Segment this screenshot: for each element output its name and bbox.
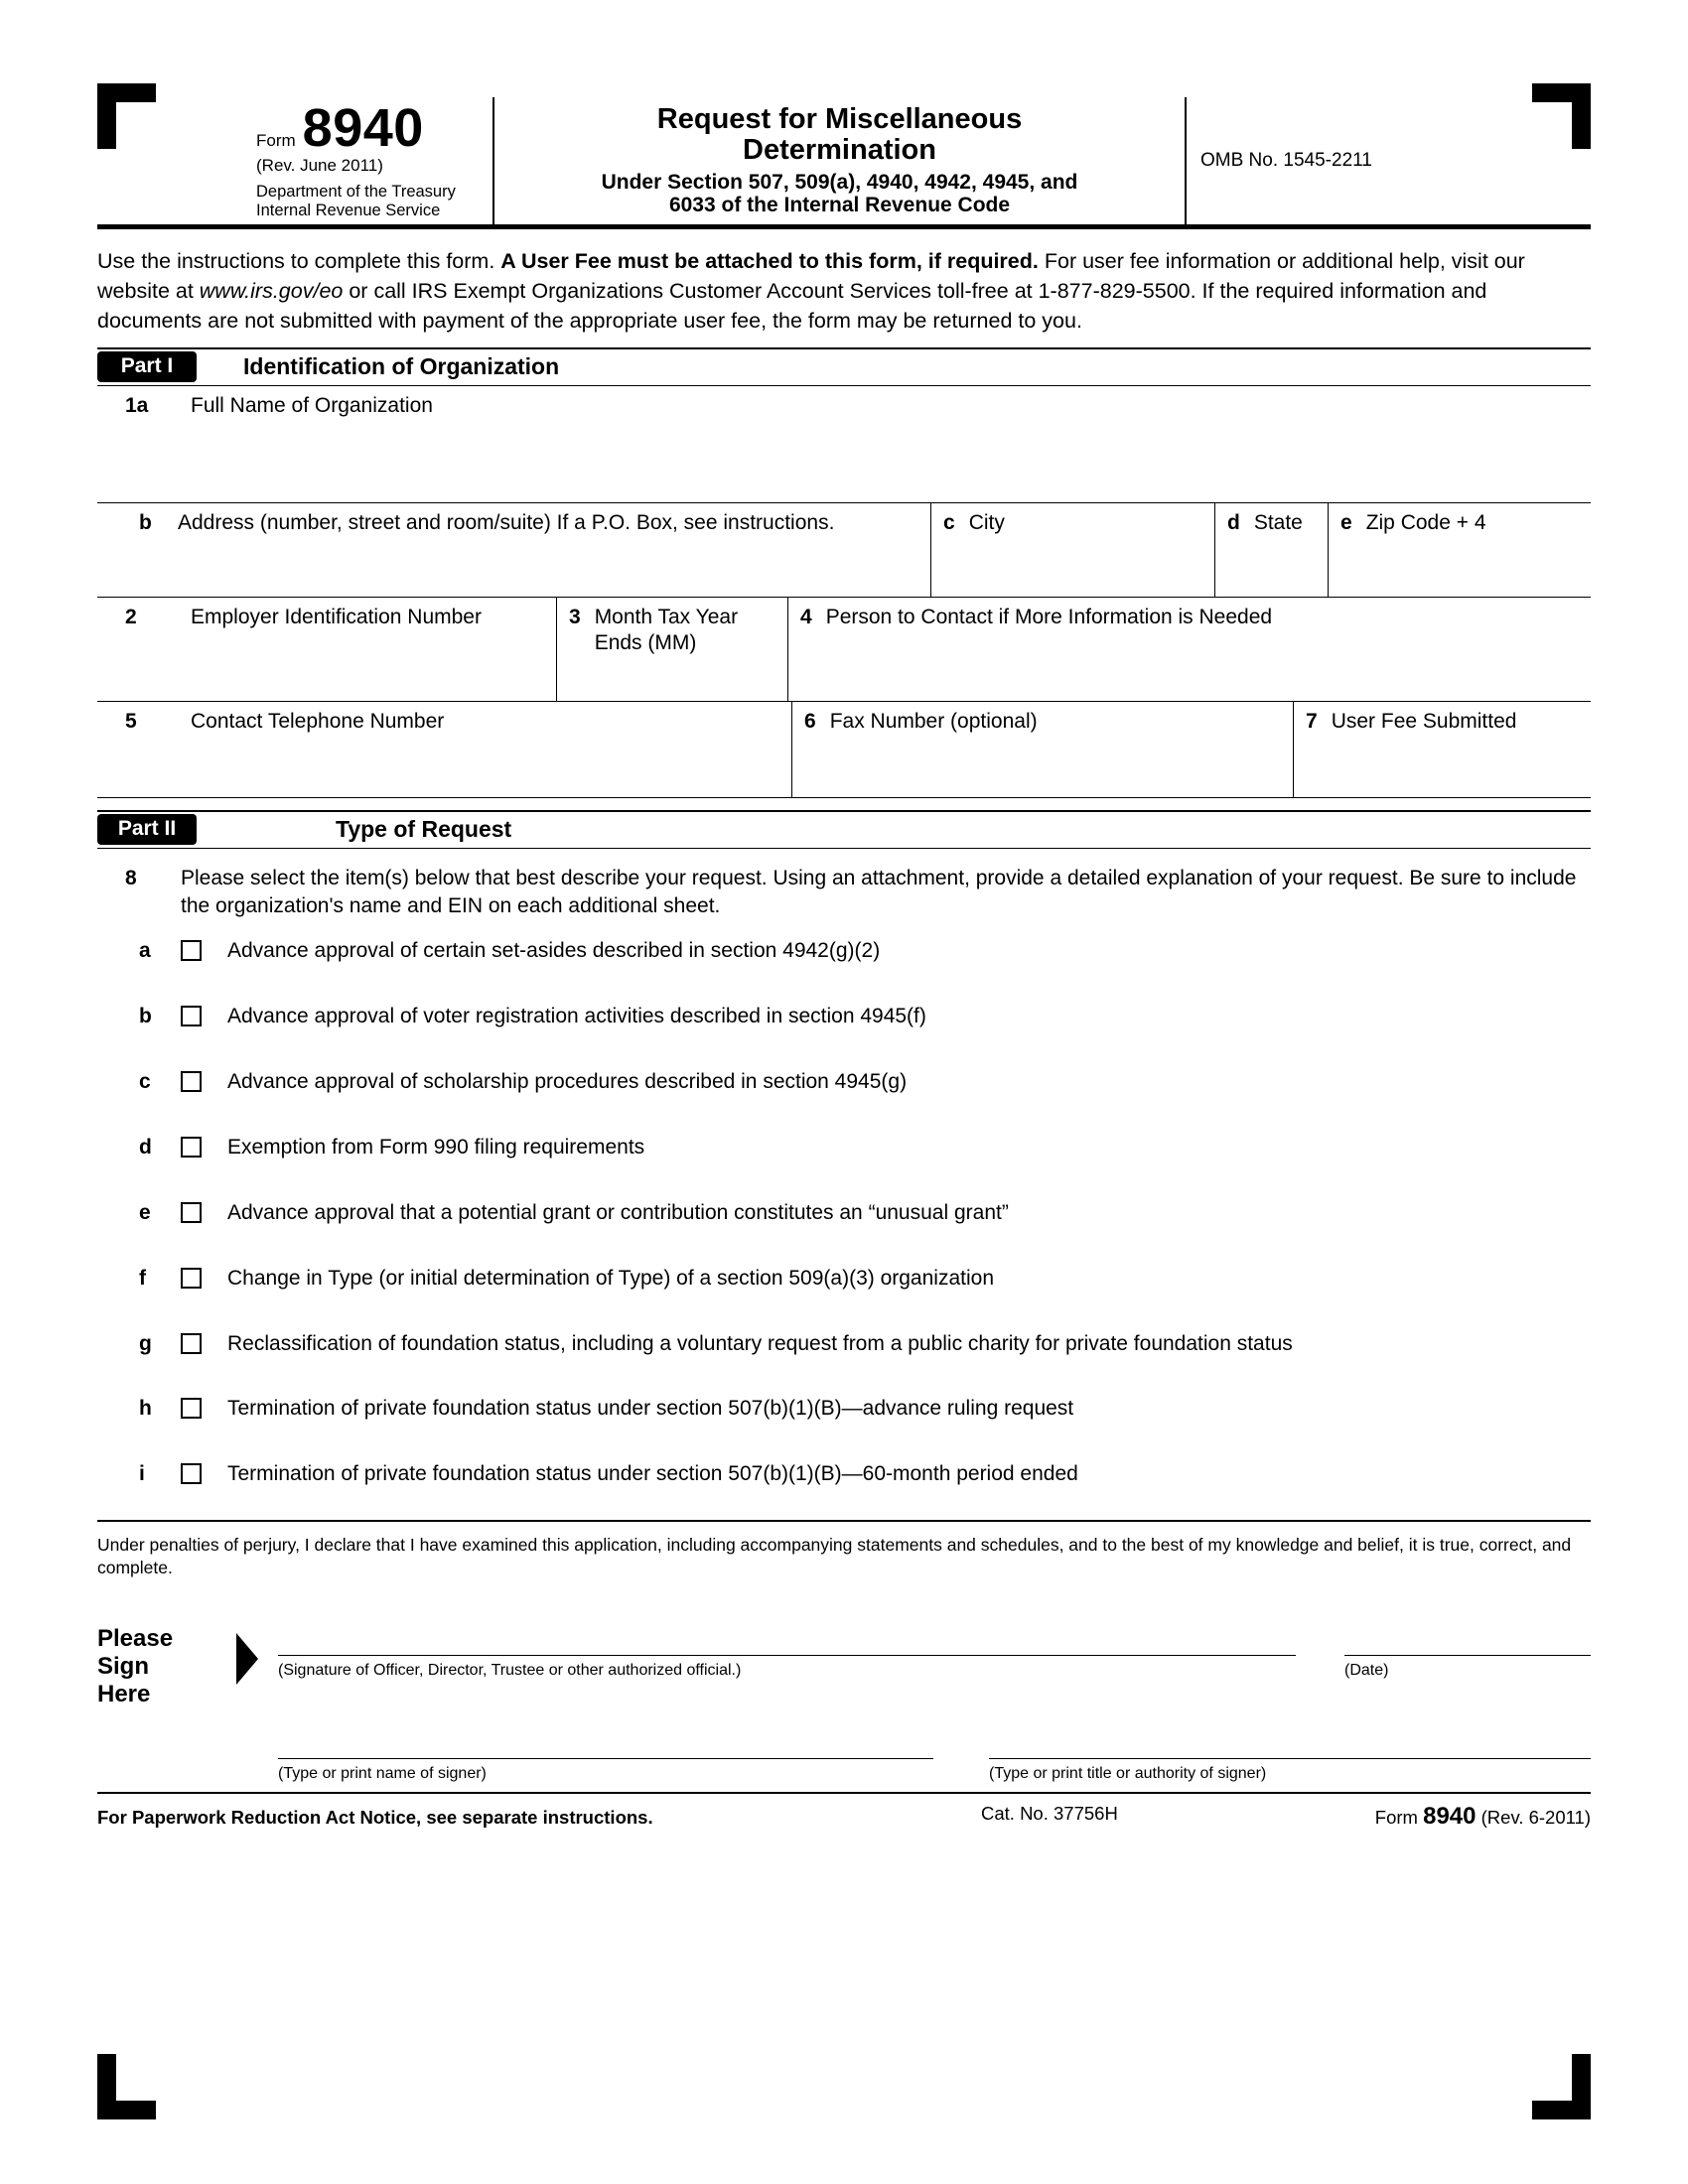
part2-title: Type of Request	[336, 816, 512, 843]
field-number: c	[943, 511, 955, 535]
footer-form-id: Form 8940 (Rev. 6-2011)	[1374, 1803, 1591, 1831]
field-label: Full Name of Organization	[191, 394, 433, 418]
field-ein	[97, 598, 556, 701]
option-letter: a	[139, 939, 151, 963]
irs-website-text: www.irs.gov/eo	[199, 279, 344, 304]
checkbox-option-g[interactable]	[181, 1333, 202, 1354]
please-sign-here-label: Please Sign Here	[97, 1625, 278, 1784]
signer-title-field	[989, 1758, 1591, 1784]
part1-header	[97, 347, 1591, 386]
item8-text: Please select the item(s) below that best describe your request. Using an attachment, provide a detailed explanation of your request. Be sure to include the organization's name and EIN on each additional sheet.	[181, 867, 1577, 918]
field-number: 7	[1306, 710, 1318, 734]
input-fax[interactable]	[804, 735, 1285, 798]
option-label: Change in Type (or initial determination of Type) of a section 509(a)(3) organization	[227, 1266, 994, 1290]
form-title-block	[494, 97, 1187, 224]
option-label: Advance approval of voter registration activities described in section 4945(f)	[227, 1005, 926, 1028]
form-revision: (Rev. June 2011)	[256, 155, 383, 175]
field-number: d	[1227, 511, 1240, 535]
checkbox-option-f[interactable]	[181, 1268, 202, 1289]
form-subtitle: Under Section 507, 509(a), 4940, 4942, 4945, and 6033 of the Internal Revenue Code	[601, 171, 1078, 217]
field-zip	[1328, 503, 1591, 597]
field-label: Employer Identification Number	[191, 606, 482, 629]
option-letter: h	[139, 1397, 152, 1421]
field-user-fee	[1293, 702, 1591, 797]
paperwork-notice: For Paperwork Reduction Act Notice, see separate instructions.	[97, 1807, 653, 1829]
field-number: 5	[125, 710, 137, 734]
input-zip[interactable]	[1340, 536, 1583, 598]
signature-field	[278, 1625, 1296, 1681]
form-word: Form	[256, 131, 296, 150]
option-row-h	[97, 1396, 1591, 1423]
option-letter: i	[139, 1462, 145, 1486]
sign-here-arrow-icon	[236, 1633, 258, 1685]
field-contact-person	[787, 598, 1591, 701]
field-number: b	[139, 511, 152, 535]
checkbox-option-a[interactable]	[181, 940, 202, 961]
option-row-i	[97, 1461, 1591, 1488]
field-label: Contact Telephone Number	[191, 710, 445, 734]
option-label: Reclassification of foundation status, including a voluntary request from a public charity for private foundation status	[227, 1331, 1293, 1355]
signature-section	[97, 1625, 1591, 1784]
field-number: 6	[804, 710, 816, 734]
field-number: 2	[125, 606, 137, 629]
part1-title: Identification of Organization	[243, 353, 560, 380]
option-row-e	[97, 1200, 1591, 1227]
field-label: Address (number, street and room/suite) If a P.O. Box, see instructions.	[178, 511, 835, 535]
option-label: Termination of private foundation status under section 507(b)(1)(B)—advance ruling request	[227, 1397, 1074, 1421]
checkbox-option-e[interactable]	[181, 1202, 202, 1223]
omb-number: OMB No. 1545-2211	[1200, 150, 1372, 172]
general-instructions: Use the instructions to complete this form. A User Fee must be attached to this form, if required. For user fee information or additional help, visit our website at www.irs.gov/eo or call IRS Exempt Organizations Customer Account Services toll-free at 1-877-829-5500. If the required information and documents are not submitted with payment of the appropriate user fee, the form may be returned to you.	[97, 249, 1525, 333]
option-row-a	[97, 938, 1591, 965]
agency-line-2: Internal Revenue Service	[256, 201, 441, 219]
field-label: Zip Code + 4	[1365, 511, 1486, 535]
table-row	[97, 702, 1591, 798]
footer-form-number: 8940	[1423, 1803, 1477, 1831]
field-tax-year-month	[556, 598, 787, 701]
signature-caption: (Signature of Officer, Director, Trustee or other authorized official.)	[278, 1662, 742, 1680]
table-row	[97, 598, 1591, 702]
input-city[interactable]	[943, 536, 1206, 598]
option-letter: d	[139, 1135, 152, 1159]
field-telephone	[97, 702, 791, 797]
input-contact-person[interactable]	[800, 630, 1583, 702]
item8-number: 8	[125, 867, 137, 890]
date-field	[1344, 1625, 1591, 1681]
signer-name-caption: (Type or print name of signer)	[278, 1765, 487, 1783]
form-number-block	[97, 97, 494, 224]
option-letter: f	[139, 1266, 146, 1290]
table-row	[97, 503, 1591, 598]
option-row-g	[97, 1331, 1591, 1358]
field-number: 1a	[125, 394, 149, 418]
input-telephone[interactable]	[125, 735, 783, 798]
input-address[interactable]	[139, 536, 922, 598]
input-state[interactable]	[1227, 536, 1320, 598]
option-letter: e	[139, 1200, 151, 1224]
option-row-d	[97, 1135, 1591, 1161]
form-title: Request for Miscellaneous Determination	[656, 103, 1023, 167]
field-number: 3	[569, 606, 581, 629]
part1-table	[97, 386, 1591, 798]
registration-mark-bottom-right-icon	[1532, 2054, 1591, 2119]
part2-tag: Part II	[97, 814, 197, 845]
field-label: Month Tax Year Ends (MM)	[594, 606, 739, 654]
checkbox-option-b[interactable]	[181, 1006, 202, 1026]
option-letter: b	[139, 1005, 152, 1028]
field-label: State	[1253, 511, 1303, 535]
field-label: Person to Contact if More Information is Needed	[825, 606, 1273, 629]
signer-name-field	[278, 1758, 933, 1784]
form-footer	[97, 1792, 1591, 1831]
field-state	[1214, 503, 1328, 597]
option-label: Exemption from Form 990 filing requirements	[227, 1135, 645, 1159]
input-organization-name[interactable]	[125, 419, 1583, 503]
perjury-statement: Under penalties of perjury, I declare that I have examined this application, including accompanying statements and schedules, and to the best of my knowledge and belief, it is true, correct, and complete.	[97, 1520, 1591, 1579]
form-number: 8940	[302, 98, 424, 158]
checkbox-option-i[interactable]	[181, 1463, 202, 1484]
field-number: e	[1340, 511, 1352, 535]
option-letter: c	[139, 1070, 151, 1094]
part1-tag: Part I	[97, 351, 197, 382]
field-address	[97, 503, 930, 597]
option-row-b	[97, 1004, 1591, 1030]
field-full-name	[97, 386, 1591, 502]
date-caption: (Date)	[1344, 1662, 1389, 1680]
form-header	[97, 97, 1591, 229]
signer-title-caption: (Type or print title or authority of signer)	[989, 1765, 1267, 1783]
field-label: City	[968, 511, 1005, 535]
request-options	[97, 938, 1591, 1488]
option-row-f	[97, 1266, 1591, 1293]
option-label: Advance approval of certain set-asides described in section 4942(g)(2)	[227, 939, 881, 963]
registration-mark-bottom-left-icon	[97, 2054, 156, 2119]
part2-header	[97, 810, 1591, 849]
field-label: Fax Number (optional)	[829, 710, 1038, 734]
checkbox-option-c[interactable]	[181, 1071, 202, 1092]
option-label: Termination of private foundation status under section 507(b)(1)(B)—60-month period ended	[227, 1462, 1078, 1486]
catalog-number: Cat. No. 37756H	[981, 1803, 1118, 1825]
checkbox-option-h[interactable]	[181, 1398, 202, 1419]
input-tax-year-month[interactable]	[569, 655, 779, 702]
option-label: Advance approval of scholarship procedures described in section 4945(g)	[227, 1070, 908, 1094]
field-city	[930, 503, 1214, 597]
table-row	[97, 386, 1591, 503]
agency-line-1: Department of the Treasury	[256, 182, 456, 201]
input-user-fee[interactable]	[1306, 735, 1583, 798]
option-label: Advance approval that a potential grant or contribution constitutes an “unusual grant”	[227, 1200, 1009, 1224]
checkbox-option-d[interactable]	[181, 1137, 202, 1158]
option-row-c	[97, 1069, 1591, 1096]
item8-instructions	[97, 865, 1591, 920]
user-fee-notice: A User Fee must be attached to this form, if required.	[500, 249, 1039, 274]
input-ein[interactable]	[125, 630, 548, 702]
field-number: 4	[800, 606, 812, 629]
field-fax	[791, 702, 1293, 797]
option-letter: g	[139, 1331, 152, 1355]
field-label: User Fee Submitted	[1331, 710, 1517, 734]
